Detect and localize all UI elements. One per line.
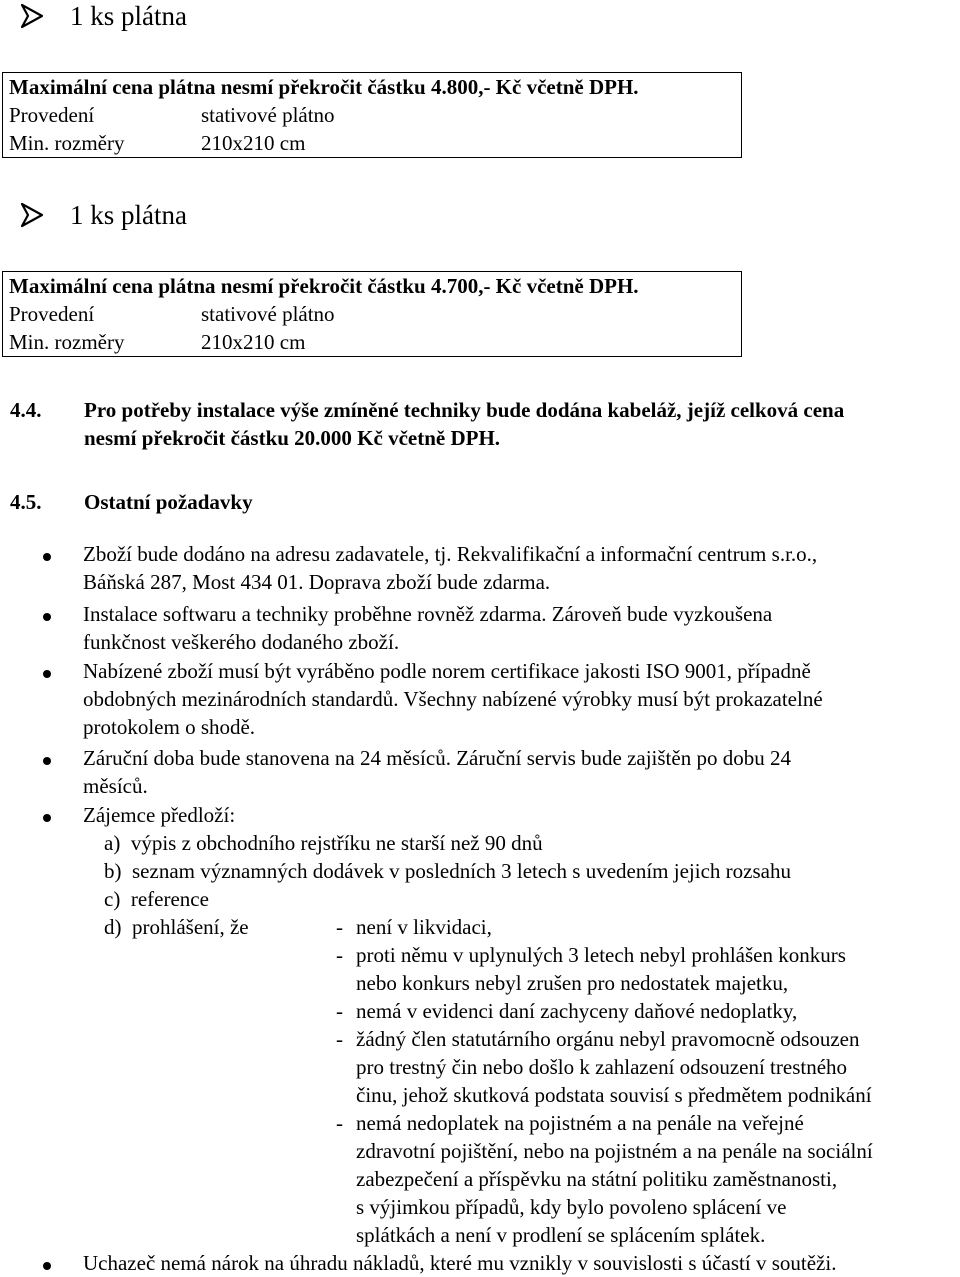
list-item-line: funkčnost veškerého dodaného zboží. — [83, 630, 400, 654]
declaration-line: činu, jehož skutková podstata souvisí s předmětem podnikání — [356, 1083, 872, 1107]
sublist-item — [104, 885, 209, 913]
list-item — [83, 657, 959, 741]
spec-value: 210x210 cm — [201, 330, 306, 354]
arrow-bullet-icon — [18, 3, 44, 29]
spec-row — [3, 300, 741, 328]
spec-label: Provedení — [9, 103, 95, 127]
declaration-item — [336, 1109, 960, 1249]
spec-table — [2, 271, 742, 357]
list-item — [83, 600, 959, 656]
declaration-line: nemá nedoplatek na pojistném a na penále na veřejné — [356, 1111, 804, 1135]
sublist-text: reference — [130, 887, 209, 911]
spec-value: stativové plátno — [201, 103, 335, 127]
list-item — [83, 1249, 959, 1277]
declaration-line: splátkách a není v prodlení se splácením splátek. — [356, 1223, 766, 1247]
spec-row — [3, 101, 741, 129]
sublist-letter: c) — [104, 887, 121, 911]
declaration-line: pro trestný čin nebo došlo k zahlazení odsouzení trestného — [356, 1055, 848, 1079]
spec-label: Min. rozměry — [9, 330, 125, 354]
declaration-line: proti němu v uplynulých 3 letech nebyl prohlášen konkurs — [356, 943, 846, 967]
section-number: 4.5. — [10, 490, 42, 514]
declaration-item — [336, 913, 960, 941]
list-item — [83, 540, 959, 596]
spec-value: stativové plátno — [201, 302, 335, 326]
sublist-letter: b) — [104, 859, 122, 883]
sublist-item — [104, 857, 791, 885]
section-4-4 — [10, 396, 845, 450]
declaration-line: zdravotní pojištění, nebo na pojistném a na penále na sociální — [356, 1139, 873, 1163]
item-heading-text: 1 ks plátna — [70, 1, 187, 31]
sublist-text: výpis z obchodního rejstříku ne starší než 90 dnů — [130, 831, 543, 855]
sublist-letter: a) — [104, 831, 121, 855]
spec-label: Min. rozměry — [9, 131, 125, 155]
sublist-text: seznam významných dodávek v posledních 3 letech s uvedením jejich rozsahu — [132, 859, 791, 883]
spec-label: Provedení — [9, 302, 95, 326]
list-item-line: Báňská 287, Most 434 01. Doprava zboží bude zdarma. — [83, 570, 551, 594]
spec-row — [3, 328, 741, 356]
declaration-item — [336, 941, 960, 997]
declaration-line: zabezpečení a příspěvku na státní politiku zaměstnanosti, — [356, 1167, 838, 1191]
bullet-dot-icon — [43, 553, 51, 561]
spec-row — [3, 129, 741, 157]
sublist-letter: d) — [104, 915, 122, 939]
list-item-line: Uchazeč nemá nárok na úhradu nákladů, které mu vznikly v souvislosti s účastí v soutěži. — [83, 1251, 837, 1275]
section-number: 4.4. — [10, 398, 42, 422]
dash-marker: - — [336, 1027, 343, 1051]
list-item — [83, 744, 959, 800]
dash-marker: - — [336, 943, 343, 967]
dash-marker: - — [336, 1111, 343, 1135]
declaration-line: není v likvidaci, — [356, 915, 492, 939]
dash-marker: - — [336, 915, 343, 939]
list-item-line: Nabízené zboží musí být vyráběno podle norem certifikace jakosti ISO 9001, případně — [83, 659, 811, 683]
list-item-line: Záruční doba bude stanovena na 24 měsíců. Záruční servis bude zajištěn po dobu 24 — [83, 746, 791, 770]
sublist-item — [104, 829, 543, 857]
sublist-item — [104, 913, 249, 941]
list-item-line: protokolem o shodě. — [83, 715, 256, 739]
list-item-line: Instalace softwaru a techniky proběhne rovněž zdarma. Zároveň bude vyzkoušena — [83, 602, 773, 626]
list-item — [83, 801, 959, 829]
arrow-bullet-icon — [18, 202, 44, 228]
list-item-line: Zájemce předloží: — [83, 803, 236, 827]
spec-value: 210x210 cm — [201, 131, 306, 155]
declaration-line: nebo konkurs nebyl zrušen pro nedostatek majetku, — [356, 971, 789, 995]
bullet-dot-icon — [43, 613, 51, 621]
declaration-item — [336, 1025, 960, 1109]
section-line: nesmí překročit částku 20.000 Kč včetně DPH. — [84, 426, 501, 450]
item-heading — [18, 0, 187, 32]
section-title: Ostatní požadavky — [84, 490, 253, 514]
declaration-line: s výjimkou případů, kdy bylo povoleno splácení ve — [356, 1195, 787, 1219]
sublist-text: prohlášení, že — [132, 915, 249, 939]
section-4-5 — [10, 488, 253, 516]
list-item-line: obdobných mezinárodních standardů. Všechny nabízené výrobky musí být prokazatelné — [83, 687, 823, 711]
list-item-line: Zboží bude dodáno na adresu zadavatele, tj. Rekvalifikační a informační centrum s.r.o., — [83, 542, 818, 566]
bullet-dot-icon — [43, 1262, 51, 1270]
bullet-dot-icon — [43, 757, 51, 765]
declaration-line: nemá v evidenci daní zachyceny daňové nedoplatky, — [356, 999, 798, 1023]
bullet-dot-icon — [43, 670, 51, 678]
bullet-dot-icon — [43, 814, 51, 822]
dash-marker: - — [336, 999, 343, 1023]
item-heading-text: 1 ks plátna — [70, 200, 187, 230]
declaration-line: žádný člen statutárního orgánu nebyl pravomocně odsouzen — [356, 1027, 860, 1051]
declaration-item — [336, 997, 960, 1025]
max-price: Maximální cena plátna nesmí překročit částku 4.700,- Kč včetně DPH. — [9, 274, 639, 298]
section-line: Pro potřeby instalace výše zmíněné techniky bude dodána kabeláž, jejíž celková cena — [84, 398, 845, 422]
max-price: Maximální cena plátna nesmí překročit částku 4.800,- Kč včetně DPH. — [9, 75, 639, 99]
spec-table — [2, 72, 742, 158]
item-heading — [18, 199, 187, 231]
section-text — [84, 396, 960, 452]
list-item-line: měsíců. — [83, 774, 148, 798]
